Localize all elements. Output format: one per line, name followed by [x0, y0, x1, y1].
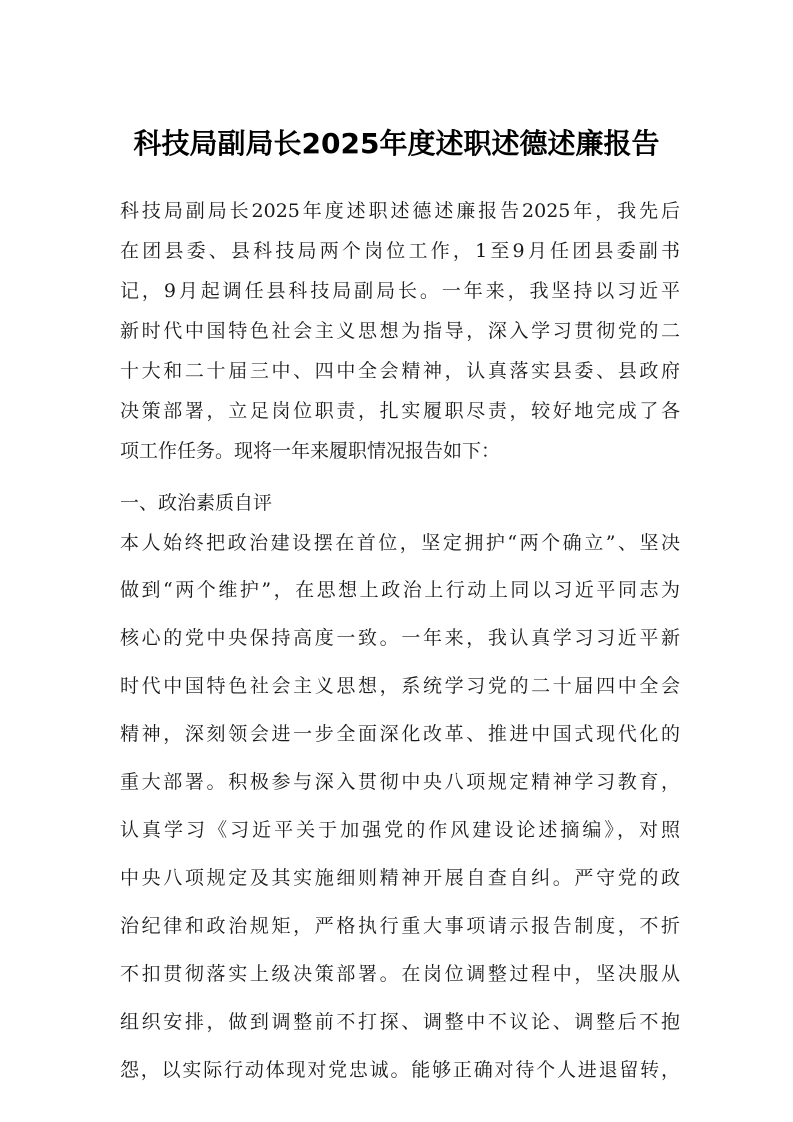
body-line: 重大部署。积极参与深入贯彻中央八项规定精神学习教育，: [120, 771, 680, 793]
body-line: 本人始终把政治建设摆在首位，坚定拥护“两个确立”、坚决: [120, 532, 680, 554]
body-line: 认真学习《习近平关于加强党的作风建设论述摘编》，对照: [120, 819, 680, 841]
body-line: 科技局副局长2025年度述职述德述廉报告2025年，我先后: [120, 200, 680, 222]
document-title: 科技局副局长2025年度述职述德述廉报告: [133, 127, 660, 160]
body-line: 项工作任务。现将一年来履职情况报告如下：: [120, 440, 501, 462]
body-line: 怨，以实际行动体现对党忠诚。能够正确对待个人进退留转，: [120, 1059, 680, 1081]
body-line: 精神，深刻领会进一步全面深化改革、推进中国式现代化的: [120, 723, 680, 745]
body-line: 不扣贯彻落实上级决策部署。在岗位调整过程中，坚决服从: [120, 963, 680, 985]
body-line: 新时代中国特色社会主义思想为指导，深入学习贯彻党的二: [120, 320, 680, 342]
body-line: 中央八项规定及其实施细则精神开展自查自纠。严守党的政: [120, 867, 680, 889]
body-line: 治纪律和政治规矩，严格执行重大事项请示报告制度，不折: [120, 915, 680, 937]
body-line: 组织安排，做到调整前不打探、调整中不议论、调整后不抱: [120, 1011, 680, 1033]
body-line: 十大和二十届三中、四中全会精神，认真落实县委、县政府: [120, 360, 680, 382]
body-line: 记，9月起调任县科技局副局长。一年来，我坚持以习近平: [120, 280, 680, 302]
body-line: 时代中国特色社会主义思想，系统学习党的二十届四中全会: [120, 675, 680, 697]
body-line: 决策部署，立足岗位职责，扎实履职尽责，较好地完成了各: [120, 400, 680, 422]
section-heading: 一、政治素质自评: [120, 492, 273, 514]
body-line: 核心的党中央保持高度一致。一年来，我认真学习习近平新: [120, 627, 680, 649]
body-line: 在团县委、县科技局两个岗位工作，1至9月任团县委副书: [120, 240, 680, 262]
body-line: 做到“两个维护”，在思想上政治上行动上同以习近平同志为: [120, 579, 680, 601]
